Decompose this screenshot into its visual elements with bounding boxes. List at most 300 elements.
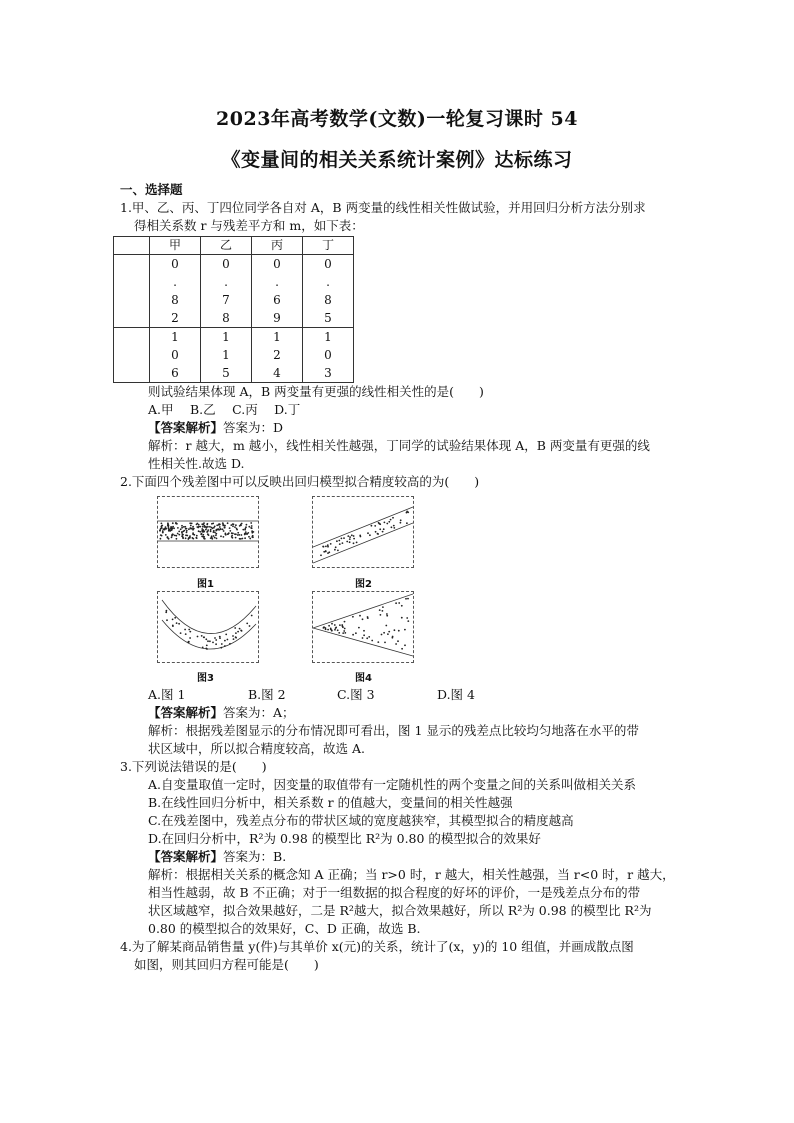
residual-point — [196, 524, 198, 526]
residual-point — [353, 538, 355, 540]
residual-point — [167, 524, 169, 526]
q2-analysis-line2: 状区域中，所以拟合精度较高，故选 A. — [148, 741, 365, 756]
residual-point — [224, 527, 226, 529]
q2-option-c: C.图 3 — [337, 687, 375, 702]
residual-point — [229, 527, 231, 529]
residual-point — [189, 637, 191, 639]
answer-tag: 【答案解析】 — [148, 849, 224, 864]
residual-point — [235, 632, 237, 634]
residual-point — [327, 544, 329, 546]
residual-point — [205, 529, 207, 531]
residual-point — [251, 615, 253, 617]
residual-point — [214, 637, 216, 639]
residual-point — [382, 606, 384, 608]
residual-point — [325, 546, 327, 548]
residual-point — [335, 627, 337, 629]
residual-point — [173, 527, 175, 529]
q3-option-a: A.自变量取值一定时，因变量的取值带有一定随机性的两个变量之间的关系叫做相关关系 — [148, 777, 637, 792]
residual-point — [161, 525, 163, 527]
q3-answer: 【答案解析】答案为：B. — [148, 849, 287, 864]
residual-point — [196, 526, 198, 528]
residual-point — [250, 527, 252, 529]
q3-analysis-line2: 相当性越弱，故 B 不正确；对于一组数据的拟合程度的好坏的评价，一是残差点分布的带 — [148, 885, 641, 900]
residual-point — [218, 524, 220, 526]
residual-point — [200, 533, 202, 535]
residual-point — [185, 534, 187, 536]
table-cell-m-bing: 1 2 4 — [252, 328, 303, 383]
residual-point — [224, 645, 226, 647]
residual-point — [323, 626, 325, 628]
residual-point — [339, 624, 341, 626]
residual-point — [401, 605, 403, 607]
residual-point — [331, 623, 333, 625]
residual-point — [172, 619, 174, 621]
table-cell-m-yi: 1 1 5 — [201, 328, 252, 383]
residual-point — [240, 630, 242, 632]
residual-point — [189, 527, 191, 529]
residual-point — [407, 620, 409, 622]
residual-point — [224, 525, 226, 527]
residual-point — [335, 546, 337, 548]
table-header-jia: 甲 — [150, 237, 201, 255]
residual-point — [202, 526, 204, 528]
residual-point — [191, 528, 193, 530]
residual-point — [233, 638, 235, 640]
residual-point — [245, 531, 247, 533]
residual-point — [368, 636, 370, 638]
table-row-head-m — [114, 328, 150, 383]
residual-point — [161, 535, 163, 537]
residual-point — [371, 525, 373, 527]
residual-point — [244, 537, 246, 539]
residual-point — [192, 538, 194, 540]
residual-point — [210, 529, 212, 531]
residual-point — [330, 628, 332, 630]
page-subtitle: 《变量间的相关关系统计案例》达标练习 — [221, 149, 573, 171]
residual-point — [381, 634, 383, 636]
residual-point — [201, 528, 203, 530]
residual-point — [341, 538, 343, 540]
residual-point — [384, 642, 386, 644]
residual-point — [190, 525, 192, 527]
residual-point — [344, 628, 346, 630]
residual-point — [378, 522, 380, 524]
table-cell-r-ding: 0 . 8 5 — [303, 255, 354, 328]
residual-point — [182, 534, 184, 536]
residual-point — [188, 641, 190, 643]
residual-point — [343, 537, 345, 539]
residual-point — [371, 640, 373, 642]
residual-point — [237, 532, 239, 534]
residual-point — [363, 630, 365, 632]
residual-point — [235, 537, 237, 539]
residual-point — [174, 617, 176, 619]
residual-point — [386, 613, 388, 615]
residual-point — [352, 616, 354, 618]
residual-point — [172, 527, 174, 529]
residual-point — [331, 630, 333, 632]
residual-point — [219, 526, 221, 528]
residual-point — [214, 532, 216, 534]
table-header-yi: 乙 — [201, 237, 252, 255]
residual-point — [181, 531, 183, 533]
figure-2-caption: 图2 — [355, 579, 372, 590]
residual-point — [172, 625, 174, 627]
residual-point — [362, 637, 364, 639]
residual-point — [181, 525, 183, 527]
q2-stem: 2.下面四个残差图中可以反映出回归模型拟合精度较高的为( ) — [120, 474, 480, 489]
residual-point — [199, 526, 201, 528]
residual-point — [330, 543, 332, 545]
residual-point — [393, 527, 395, 529]
figure-4-caption: 图4 — [355, 673, 372, 684]
residual-point — [222, 528, 224, 530]
residual-point — [191, 523, 193, 525]
residual-point — [239, 538, 241, 540]
residual-point — [401, 617, 403, 619]
residual-point — [388, 631, 390, 633]
residual-point — [242, 529, 244, 531]
residual-point — [342, 626, 344, 628]
residual-point — [229, 643, 231, 645]
residual-point — [219, 636, 221, 638]
residual-point — [358, 627, 360, 629]
q3-option-d: D.在回归分析中，R²为 0.98 的模型比 R²为 0.80 的模型拟合的效果好 — [148, 831, 541, 846]
residual-point — [251, 532, 253, 534]
residual-point — [175, 535, 177, 537]
residual-point — [211, 523, 213, 525]
residual-point — [246, 524, 248, 526]
residual-point — [229, 530, 231, 532]
residual-point — [232, 635, 234, 637]
residual-point — [196, 535, 198, 537]
residual-point — [379, 528, 381, 530]
residual-point — [246, 623, 248, 625]
q1-stem-line2: 得相关系数 r 与残差平方和 m，如下表： — [134, 218, 364, 233]
residual-point — [188, 528, 190, 530]
residual-point — [241, 534, 243, 536]
residual-point — [178, 623, 180, 625]
residual-point — [174, 535, 176, 537]
residual-point — [248, 526, 250, 528]
residual-point — [220, 528, 222, 530]
table-header-bing: 丙 — [252, 237, 303, 255]
residual-point — [235, 636, 237, 638]
residual-point — [377, 533, 379, 535]
residual-point — [234, 533, 236, 535]
residual-point — [231, 536, 233, 538]
residual-point — [172, 522, 174, 524]
residual-point — [398, 630, 400, 632]
q1-analysis-line1: 解析：r 越大，m 越小，线性相关性越强，丁同学的试验结果体现 A，B 两变量有更强的线 — [148, 438, 650, 453]
residual-point — [334, 549, 336, 551]
residual-point — [246, 533, 248, 535]
residual-point — [344, 621, 346, 623]
residual-point — [327, 629, 329, 631]
residual-point — [216, 538, 218, 540]
section-heading: 一、选择题 — [120, 182, 183, 197]
residual-point — [404, 644, 406, 646]
residual-point — [342, 632, 344, 634]
residual-point — [353, 542, 355, 544]
residual-point — [349, 536, 351, 538]
residual-point — [227, 639, 229, 641]
residual-point — [237, 631, 239, 633]
figure-4-graphic — [313, 592, 413, 662]
residual-point — [349, 541, 351, 543]
q3-analysis-line4: 0.80 的模型拟合的效果好，C、D 正确，故选 B. — [148, 921, 421, 936]
residual-point — [203, 522, 205, 524]
q4-stem-line1: 4.为了解某商品销售量 y(件)与其单价 x(元)的关系，统计了(x，y)的 10 组值，并画成散点图 — [120, 939, 634, 954]
residual-point — [188, 629, 190, 631]
residual-point — [204, 526, 206, 528]
residual-point — [239, 628, 241, 630]
residual-point — [165, 526, 167, 528]
answer-tag: 【答案解析】 — [148, 705, 224, 720]
residual-point — [400, 519, 402, 521]
residual-point — [206, 524, 208, 526]
residual-point — [342, 542, 344, 544]
residual-point — [343, 630, 345, 632]
residual-point — [201, 635, 203, 637]
residual-point — [338, 632, 340, 634]
residual-point — [211, 527, 213, 529]
residual-point — [203, 636, 205, 638]
residual-point — [386, 615, 388, 617]
q1-results-table — [113, 236, 354, 383]
table-cell-r-yi: 0 . 7 8 — [201, 255, 252, 328]
residual-point — [180, 528, 182, 530]
residual-point — [209, 640, 211, 642]
residual-point — [180, 632, 182, 634]
residual-point — [176, 538, 178, 540]
q2-option-b: B.图 2 — [248, 687, 286, 702]
residual-point — [172, 533, 174, 535]
residual-point — [248, 536, 250, 538]
residual-point — [165, 534, 167, 536]
figure-1-caption: 图1 — [197, 579, 214, 590]
residual-point — [407, 598, 409, 600]
residual-point — [189, 537, 191, 539]
residual-point — [383, 528, 385, 530]
residual-point — [404, 629, 406, 631]
residual-point — [168, 538, 170, 540]
residual-point — [214, 537, 216, 539]
residual-point — [215, 639, 217, 641]
residual-point — [189, 631, 191, 633]
q3-stem: 3.下列说法错误的是( ) — [120, 759, 267, 774]
residual-point — [206, 645, 208, 647]
residual-point — [386, 523, 388, 525]
residual-point — [177, 527, 179, 529]
residual-point — [225, 533, 227, 535]
residual-point — [203, 536, 205, 538]
residual-point — [184, 629, 186, 631]
q1-answer: 【答案解析】答案为：D — [148, 420, 284, 435]
residual-point — [220, 647, 222, 649]
residual-point — [323, 551, 325, 553]
residual-point — [160, 538, 162, 540]
residual-point — [237, 534, 239, 536]
residual-point — [223, 536, 225, 538]
table-row-head-r — [114, 255, 150, 328]
residual-point — [222, 522, 224, 524]
q1-stem-line1: 1.甲、乙、丙、丁四位同学各自对 A，B 两变量的线性相关性做试验，并用回归分析方法分别求 — [120, 200, 646, 215]
residual-point — [232, 525, 234, 527]
residual-point — [166, 610, 168, 612]
residual-point — [185, 537, 187, 539]
residual-point — [197, 636, 199, 638]
residual-point — [405, 598, 407, 600]
residual-point — [250, 522, 252, 524]
residual-point — [388, 521, 390, 523]
residual-point — [165, 611, 167, 613]
residual-point — [393, 525, 395, 527]
residual-point — [406, 617, 408, 619]
residual-point — [328, 625, 330, 627]
residual-point — [367, 616, 369, 618]
residual-point — [231, 532, 233, 534]
residual-point — [211, 538, 213, 540]
residual-point — [249, 538, 251, 540]
residual-point — [320, 554, 322, 556]
residual-point — [334, 624, 336, 626]
residual-point — [203, 530, 205, 532]
q1-question: 则试验结果体现 A，B 两变量有更强的线性相关性的是( ) — [148, 384, 484, 399]
residual-point — [336, 540, 338, 542]
residual-point — [334, 629, 336, 631]
residual-point — [353, 535, 355, 537]
residual-plot-4 — [312, 591, 414, 663]
residual-point — [325, 551, 327, 553]
residual-point — [215, 643, 217, 645]
residual-point — [224, 640, 226, 642]
residual-point — [328, 551, 330, 553]
q2-analysis-line1: 解析：根据残差图显示的分布情况即可看出，图 1 显示的残差点比较均匀地落在水平的带 — [148, 723, 639, 738]
residual-point — [397, 640, 399, 642]
residual-point — [207, 531, 209, 533]
residual-plot-2 — [312, 496, 414, 568]
residual-point — [359, 615, 361, 617]
table-cell-m-ding: 1 0 3 — [303, 328, 354, 383]
table-cell-m-jia: 1 0 6 — [150, 328, 201, 383]
q2-option-a: A.图 1 — [148, 687, 186, 702]
q3-option-b: B.在线性回归分析中，相关系数 r 的值越大，变量间的相关性越强 — [148, 795, 513, 810]
residual-point — [398, 602, 400, 604]
residual-point — [344, 632, 346, 634]
residual-point — [213, 535, 215, 537]
residual-point — [205, 638, 207, 640]
residual-point — [377, 641, 379, 643]
residual-point — [395, 602, 397, 604]
residual-point — [233, 523, 235, 525]
residual-point — [390, 519, 392, 521]
residual-point — [209, 526, 211, 528]
residual-point — [380, 614, 382, 616]
residual-point — [207, 640, 209, 642]
residual-point — [240, 524, 242, 526]
q1-analysis-line2: 性相关性.故选 D. — [148, 456, 245, 471]
residual-point — [391, 526, 393, 528]
residual-point — [337, 629, 339, 631]
residual-point — [401, 648, 403, 650]
residual-point — [252, 536, 254, 538]
residual-point — [236, 528, 238, 530]
residual-point — [383, 632, 385, 634]
residual-point — [218, 529, 220, 531]
residual-point — [178, 534, 180, 536]
residual-point — [394, 629, 396, 631]
residual-point — [204, 538, 206, 540]
residual-point — [192, 526, 194, 528]
residual-point — [244, 533, 246, 535]
residual-point — [176, 622, 178, 624]
residual-point — [242, 538, 244, 540]
answer-tag: 【答案解析】 — [148, 420, 224, 435]
residual-point — [347, 535, 349, 537]
q3-analysis-line3: 状区域越窄，拟合效果越好，二是 R²越大，拟合效果越好，所以 R²为 0.98 的模型比 R²为 — [148, 903, 652, 918]
residual-point — [346, 541, 348, 543]
residual-point — [234, 627, 236, 629]
residual-point — [199, 531, 201, 533]
residual-point — [185, 633, 187, 635]
residual-point — [172, 526, 174, 528]
residual-point — [167, 536, 169, 538]
residual-point — [369, 534, 371, 536]
residual-point — [202, 534, 204, 536]
residual-point — [339, 543, 341, 545]
residual-point — [186, 528, 188, 530]
residual-point — [375, 531, 377, 533]
residual-point — [395, 643, 397, 645]
residual-point — [400, 522, 402, 524]
residual-point — [322, 546, 324, 548]
residual-point — [349, 538, 351, 540]
residual-point — [392, 517, 394, 519]
residual-point — [221, 643, 223, 645]
residual-point — [325, 628, 327, 630]
residual-point — [183, 526, 185, 528]
residual-point — [249, 625, 251, 627]
residual-point — [159, 529, 161, 531]
residual-point — [363, 634, 365, 636]
residual-point — [182, 537, 184, 539]
residual-point — [202, 531, 204, 533]
residual-point — [202, 524, 204, 526]
residual-point — [168, 530, 170, 532]
residual-point — [181, 527, 183, 529]
residual-point — [355, 632, 357, 634]
q4-stem-line2: 如图，则其回归方程可能是( ) — [134, 957, 319, 972]
residual-point — [382, 531, 384, 533]
residual-point — [234, 526, 236, 528]
residual-point — [186, 532, 188, 534]
residual-point — [360, 536, 362, 538]
q1-options: A.甲 B.乙 C.丙 D.丁 — [148, 402, 301, 417]
residual-point — [212, 642, 214, 644]
residual-point — [187, 538, 189, 540]
residual-point — [215, 534, 217, 536]
residual-point — [392, 636, 394, 638]
residual-point — [244, 528, 246, 530]
residual-point — [175, 522, 177, 524]
residual-point — [206, 648, 208, 650]
residual-point — [183, 530, 185, 532]
residual-point — [384, 522, 386, 524]
residual-point — [379, 609, 381, 611]
residual-point — [177, 533, 179, 535]
residual-point — [222, 525, 224, 527]
